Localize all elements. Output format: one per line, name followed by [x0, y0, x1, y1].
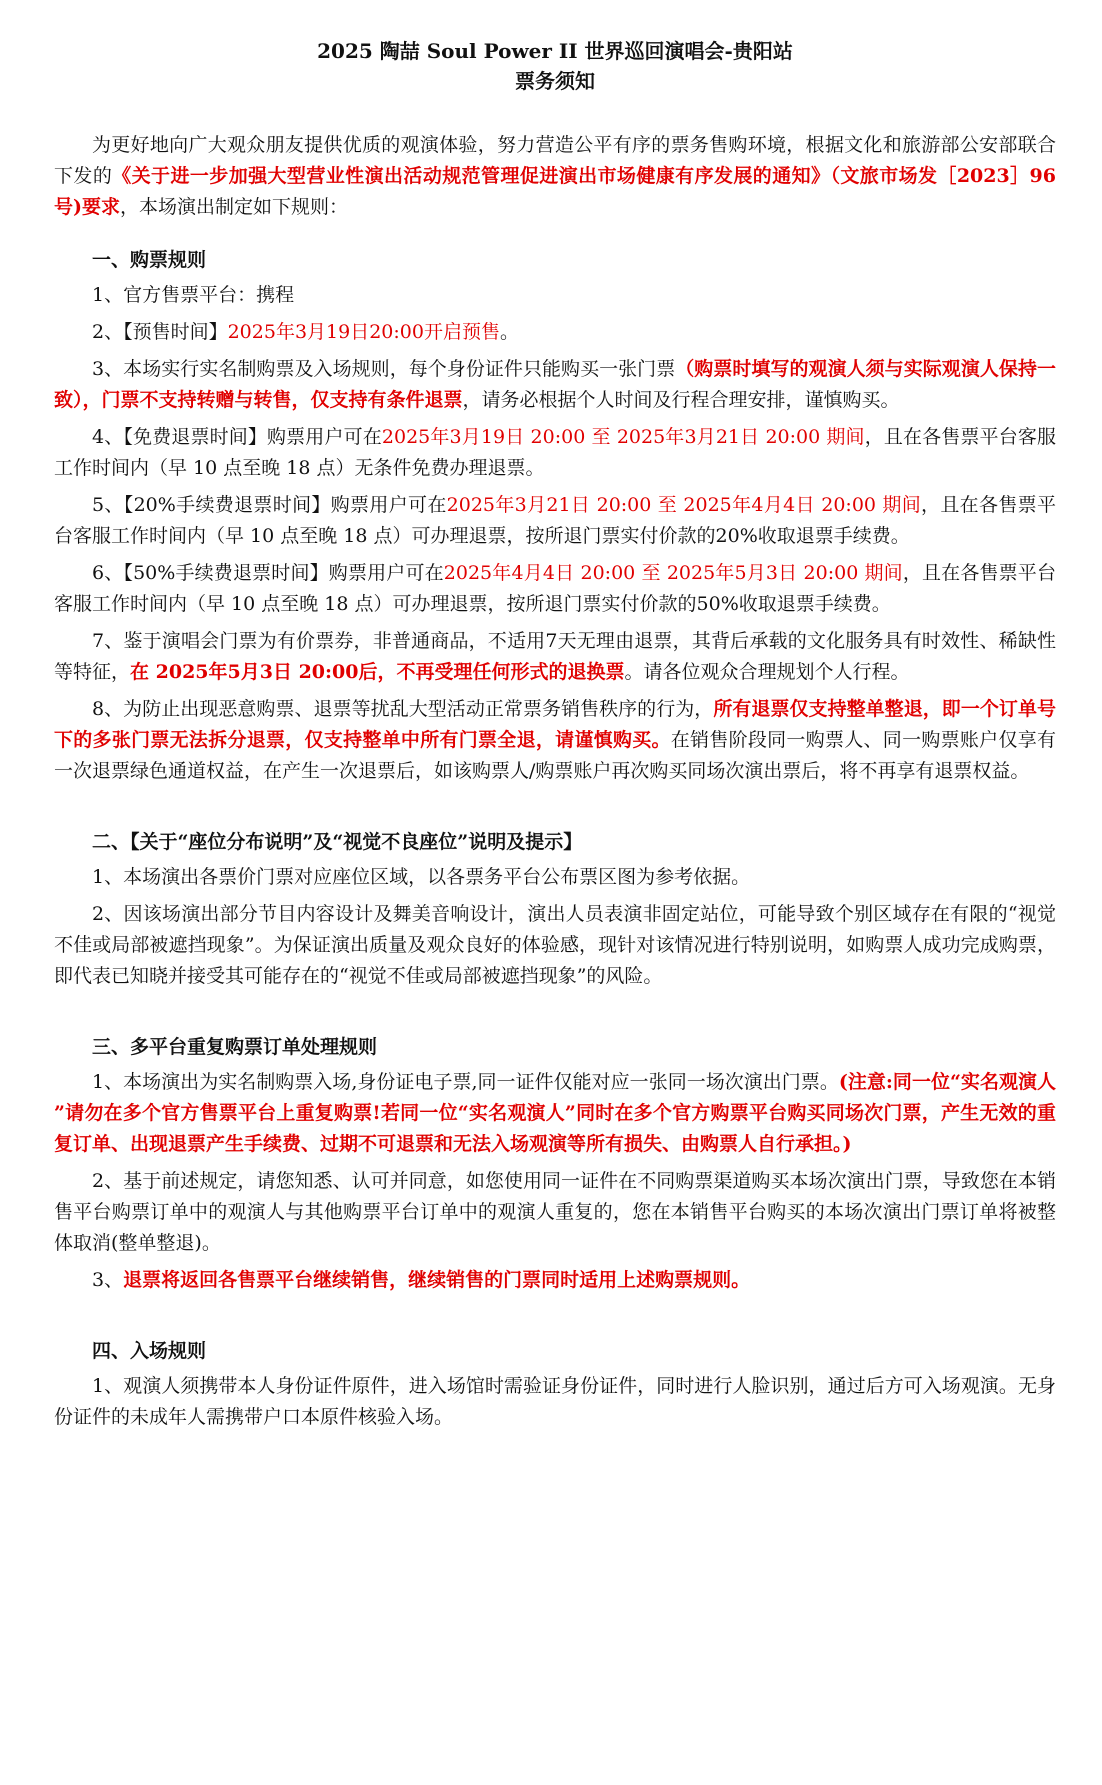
- s4-item-1: 1、观演人须携带本人身份证件原件，进入场馆时需验证身份证件，同时进行人脸识别，通过后方可入场观演。无身份证件的未成年人需携带户口本原件核验入场。: [54, 1375, 1056, 1428]
- s1-item-1: 1、官方售票平台：携程: [92, 284, 295, 306]
- whole-order-refund: 所有退票仅支持整单整退，即一个订单号下的多张门票无法拆分退票，仅支持整单中所有门票全退，请谨慎购买。: [54, 698, 1056, 751]
- s1-item-6: [54, 558, 1056, 620]
- refund-20pct-period: 2025年3月21日 20:00 至 2025年4月4日 20:00 期间: [446, 494, 922, 516]
- s1-item-3-end: ，请务必根据个人时间及行程合理安排，谨慎购买。: [462, 389, 900, 411]
- s1-item-8-text: 8、为防止出现恶意购票、退票等扰乱大型活动正常票务销售秩序的行为，: [92, 698, 714, 720]
- section-3-heading: 三、多平台重复购票订单处理规则: [92, 1036, 378, 1058]
- s1-item-7-text: 7、鉴于演唱会门票为有价票券，非普通商品，不适用7天无理由退票，其背后承载的文化服务具有时效性、稀缺性等特征，: [54, 630, 1056, 683]
- s3-item-3-label: 3、: [92, 1269, 124, 1291]
- s1-item-6-text: 6、【50%手续费退票时间】购票用户可在: [92, 562, 444, 584]
- s2-item-1: 1、本场演出各票价门票对应座位区域，以各票务平台公布票区图为参考依据。: [92, 866, 751, 888]
- presale-time: 2025年3月19日20:00开启预售: [227, 321, 500, 343]
- s1-item-3: [54, 354, 1056, 416]
- s3-item-2: 2、基于前述规定，请您知悉、认可并同意，如您使用同一证件在不同购票渠道购买本场次演出门票，导致您在本销售平台购票订单中的观演人与其他购票平台订单中的观演人重复的，您在本销售平台购买的本场次演出门票订单将被整体取消(整单整退)。: [54, 1170, 1056, 1254]
- section-1-heading: 一、购票规则: [92, 249, 207, 271]
- notice-reference: 《关于进一步加强大型营业性演出活动规范管理促进演出市场健康有序发展的通知》（文旅市场发［2023］96 号)要求: [54, 165, 1056, 218]
- s1-item-2-end: 。: [499, 321, 519, 343]
- s1-item-3-text: 3、本场实行实名制购票及入场规则，每个身份证件只能购买一张门票: [92, 358, 676, 380]
- s1-item-5-text: 5、【20%手续费退票时间】购票用户可在: [92, 494, 447, 516]
- section-4-heading: 四、入场规则: [92, 1340, 207, 1362]
- s1-item-3-emphasis: （购票时填写的观演人须与实际观演人保持一致），门票不支持转赠与转售，仅支持有条件退票: [54, 358, 1056, 411]
- s1-item-8-end: 在销售阶段同一购票人、同一购票账户仅享有一次退票绿色通道权益，在产生一次退票后，如该购票人/购票账户再次购买同场次演出票后，将不再享有退票权益。: [54, 729, 1056, 782]
- s3-item-3: [54, 1265, 1056, 1296]
- s1-item-6-end: ，且在各售票平台客服工作时间内（早 10 点至晚 18 点）可办理退票，按所退门票实付价款的50%收取退票手续费。: [54, 562, 1056, 615]
- s1-item-4-end: ，且在各售票平台客服工作时间内（早 10 点至晚 18 点）无条件免费办理退票。: [54, 426, 1056, 479]
- duplicate-purchase-warning: (注意:同一位“实名观演人 ”请勿在多个官方售票平台上重复购票!若同一位“实名观演人”同时在多个官方购票平台购买同场次门票，产生无效的重复订单、出现退票产生手续费、过期不可退票和无法入场观演等所有损失、由购票人自行承担。): [54, 1071, 1056, 1155]
- s1-item-2: [54, 317, 1056, 348]
- s1-item-7: [54, 626, 1056, 688]
- s1-item-5: [54, 490, 1056, 552]
- intro-paragraph: [54, 130, 1056, 223]
- intro-text-end: ，本场演出制定如下规则：: [120, 196, 349, 218]
- section-2-heading: 二、【关于“座位分布说明”及“视觉不良座位”说明及提示】: [92, 831, 583, 853]
- s1-item-7-end: 。请各位观众合理规划个人行程。: [624, 661, 910, 683]
- s1-item-8: [54, 694, 1056, 787]
- s3-item-1-text: 1、本场演出为实名制购票入场,身份证电子票,同一证件仅能对应一张同一场次演出门票。: [92, 1071, 839, 1093]
- s2-item-2: 2、因该场演出部分节目内容设计及舞美音响设计，演出人员表演非固定站位，可能导致个别区域存在有限的“视觉不佳或局部被遮挡现象”。为保证演出质量及观众良好的体验感，现针对该情况进行特别说明，如购票人成功完成购票，即代表已知晓并接受其可能存在的“视觉不佳或局部被遮挡现象”的风险。: [54, 903, 1056, 987]
- s3-item-1: [54, 1067, 1056, 1160]
- intro-text: 为更好地向广大观众朋友提供优质的观演体验，努力营造公平有序的票务售购环境，根据文化和旅游部公安部联合下发的: [54, 134, 1056, 187]
- document-title: 2025 陶喆 Soul Power II 世界巡回演唱会-贵阳站: [317, 39, 793, 63]
- s1-item-4-text: 4、【免费退票时间】购票用户可在: [92, 426, 382, 448]
- no-refund-after: 在 2025年5月3日 20:00后，不再受理任何形式的退换票: [130, 661, 625, 683]
- s1-item-4: [54, 422, 1056, 484]
- s1-item-5-end: ，且在各售票平台客服工作时间内（早 10 点至晚 18 点）可办理退票，按所退门票实付价款的20%收取退票手续费。: [54, 494, 1056, 547]
- refund-50pct-period: 2025年4月4日 20:00 至 2025年5月3日 20:00 期间: [443, 562, 903, 584]
- free-refund-period: 2025年3月19日 20:00 至 2025年3月21日 20:00 期间: [381, 426, 865, 448]
- resale-notice: 退票将返回各售票平台继续销售，继续销售的门票同时适用上述购票规则。: [123, 1269, 751, 1291]
- document-subtitle: 票务须知: [515, 69, 595, 93]
- s1-item-2-label: 2、【预售时间】: [92, 321, 228, 343]
